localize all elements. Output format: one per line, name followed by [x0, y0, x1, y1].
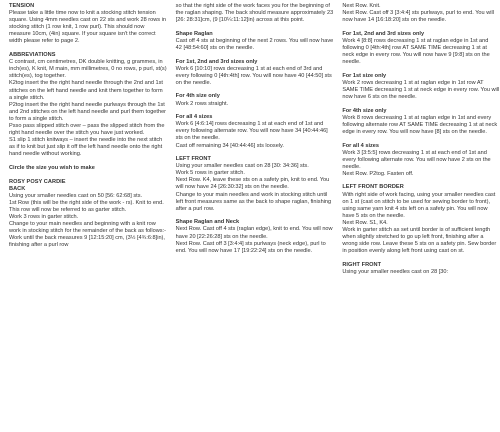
shape-raglan-neck-text: Next Row. Cast off 4 sts (raglan edge), knit to end. You will now have 20 [22:26:28] sts on the needle. [175, 226, 333, 240]
left-front-border-text: With right side of work facing, using your smaller needles cast on 1 st (cast on stitch to be used for sewing border to front), using same yarn knit 4 sts left on a safety pin. You will now have 5 sts on the needle. [342, 191, 496, 219]
all-sizes-text: Cast off remaining 34 [40:44:46] sts loosely. [175, 142, 284, 149]
lf-sizes-123-section [342, 31, 500, 66]
lf-size-1-text: Work 2 rows decreasing 1 st at raglan edge in 1st row AT SAME TIME decreasing 1 st at neck edge in every row. You will now have 6 sts on the needle. [342, 79, 500, 101]
lf-size-4-section [342, 108, 500, 136]
shape-raglan-section [176, 31, 334, 52]
left-front-text: Work 5 rows in garter stitch. [175, 170, 245, 177]
abbreviation-item: Psso pass slipped stitch over – pass the slipped stitch from the right hand needle over the stitch you have just worked. [9, 123, 165, 137]
left-front-border-text: Work in garter stitch as set until border is of sufficient length when slightly stretched to go up left front, finishing after a wrong side row. Leave these 5 sts on a safety pin. Sew border in position evenly along left front using cast on st. [342, 227, 497, 255]
right-front-section [342, 262, 500, 276]
back-text: Work 3 rows in garter stitch. [9, 214, 79, 221]
right-front-heading: RIGHT FRONT [342, 261, 382, 268]
lf-size-1-section [342, 73, 500, 101]
left-front-text: Next Row. K4, leave these sts on a safety pin, knit to end. You will now have 24 [26:30:32] sts on the needle. [175, 177, 330, 191]
all-sizes-section [176, 114, 334, 149]
column-2 [176, 3, 334, 432]
lf-size-4-heading: For 4th size only [342, 107, 387, 114]
left-front-text: Change to your main needles and work in stocking stitch until left front measures same as the back to shape raglan, finishing after a purl row. [175, 191, 332, 212]
lf-size-4-text: Work 8 rows decreasing 1 st at raglan edge in 1st and every following alternate row AT SAME TIME decreasing 1 st at neck edge in every row. You will now have [8] sts on the needle. [342, 114, 498, 135]
back-text: Change to your main needles and beginning with a knit row work in stocking stitch for the remainder of the back as follows:- [9, 221, 167, 235]
back-text: 1st Row (this will be the right side of the work - rs). Knit to end. [9, 199, 164, 206]
back-continued [176, 3, 334, 24]
lf-all-sizes-text: Work 3 [3:5:5] rows decreasing 1 st at each end of 1st and every following alternate row. You will now have 2 sts on the needle. [342, 149, 491, 170]
abbreviation-item: S1 slip 1 stitch knitways – insert the needle into the next stitch as if to knit but just slip it off the left hand needle onto the right hand needle without working. [9, 137, 163, 158]
left-front-section [176, 156, 334, 213]
circle-size-note: Circle the size you wish to make [9, 164, 95, 171]
left-front-heading: LEFT FRONT [175, 156, 211, 163]
shape-raglan-neck-section [176, 219, 334, 254]
shape-raglan-text: Cast off 4 sts at beginning of the next 2 rows. You will now have 42 [48:54:60] sts on the needle. [175, 37, 334, 51]
back-text: Using your smaller needles cast on 50 [56: 62:68] sts. [9, 192, 143, 199]
cardie-title: ROSY POSY CARDIE [9, 178, 66, 185]
tension-text: Please take a little time now to knit a stocking stitch tension square. Using 4mm needles cast on 22 sts and work 28 rows in stocking stitch (1 row knit, 1 row purl). This should now measure 10cm, (4in) square. If your square isn't the correct width please refer to page 2. [9, 10, 167, 45]
shape-raglan-heading: Shape Raglan [175, 30, 213, 37]
left-front-text: Next Row. Cast off 3 [3:4:4] sts purlways, purl to end. You will now have 14 [16:18:20] sts on the needle. [342, 10, 494, 24]
column-1 [9, 3, 167, 432]
all-sizes-text: Work 6 [4:6:14] rows decreasing 1 st at each end of 1st and every following alternate row. You will now have 34 [40:44:46] sts on the needle. [175, 121, 328, 142]
shape-raglan-neck-heading: Shape Raglan and Neck [175, 219, 240, 226]
lf-sizes-123-heading: For 1st, 2nd and 3rd sizes only [342, 30, 425, 37]
shape-raglan-neck-text: Next Row. Cast off 3 [3:4:4] sts purlways (neck edge), purl to end. You will now have 17 [19:22:24] sts on the needle. [175, 240, 326, 254]
left-front-text: Next Row. Knit. [342, 3, 381, 9]
sizes-123-section [176, 59, 334, 87]
size-4-heading: For 4th size only [175, 93, 220, 100]
lf-all-sizes-heading: For all 4 sizes [342, 142, 380, 149]
lf-size-1-heading: For 1st size only [342, 72, 387, 79]
cardie-section [9, 179, 167, 250]
abbreviation-item: C contrast, cm centimetres, DK double knitting, g grammes, in inch(es), K knit, M main, mm millimetres, 0 no rows, p purl, st(s) stitch(es), tog together. [9, 59, 167, 80]
back-heading: BACK [9, 185, 26, 192]
all-sizes-heading: For all 4 sizes [175, 114, 213, 121]
left-front-border-text: Next Row. S1, K4. [342, 219, 388, 226]
sizes-123-text: Work 6 [10:10] rows decreasing 1 st at each end of 3rd and every following 0 [4th:4th] row. You will now have 40 [44:50] sts on the needle. [175, 65, 332, 86]
left-front-border-section [342, 184, 500, 255]
lf-all-sizes-section [342, 143, 500, 178]
back-text: Work until the back measures 9 [12:15:20] cm, (3½ [4¾:6:8]in), finishing after a purl row [9, 235, 165, 249]
back-text: so that the right side of the work faces you for the beginning of the raglan shaping. The back should measure approximately 23 [26: 28:31]cm, (9 [10¼:11:12]in) across at this point. [175, 3, 334, 24]
lf-sizes-123-text: Work 4 [8:8] rows decreasing 1 st at raglan edge in 1st and following 0 [4th:4th] row AT SAME TIME decreasing 1 st at neck edge in every row. You will now have 9 [9:8] sts on the needle. [342, 37, 490, 66]
size-4-text: Work 2 rows straight. [175, 100, 229, 107]
abbreviations-heading: ABBREVIATIONS [9, 52, 56, 59]
abbreviations-section [9, 52, 167, 158]
left-front-text: Using your smaller needles cast on 28 [30: 34:36] sts. [175, 163, 309, 170]
right-front-text: Using your smaller needles cast on 28 [30: [342, 269, 449, 275]
size-4-section [176, 93, 334, 107]
left-front-continued [342, 3, 500, 24]
sizes-123-heading: For 1st, 2nd and 3rd sizes only [175, 58, 258, 65]
tension-heading: TENSION [9, 3, 35, 9]
lf-all-sizes-text: Next Row. P2tog. Fasten off. [342, 170, 414, 177]
left-front-border-heading: LEFT FRONT BORDER [342, 184, 404, 191]
back-text: This row will now be referred to as garter stitch. [9, 206, 127, 213]
tension-section [9, 3, 167, 46]
abbreviation-item: K2tog insert the the right hand needle through the 2nd and 1st stitches on the left hand needle and knit them together to form a single stitch. [9, 80, 163, 101]
abbreviation-item: P2tog insert the the right hand needle purlways through the 1st and 2nd stitches on the left hand needle and purl them together to form a single stitch. [9, 101, 167, 122]
column-3 [342, 3, 500, 432]
